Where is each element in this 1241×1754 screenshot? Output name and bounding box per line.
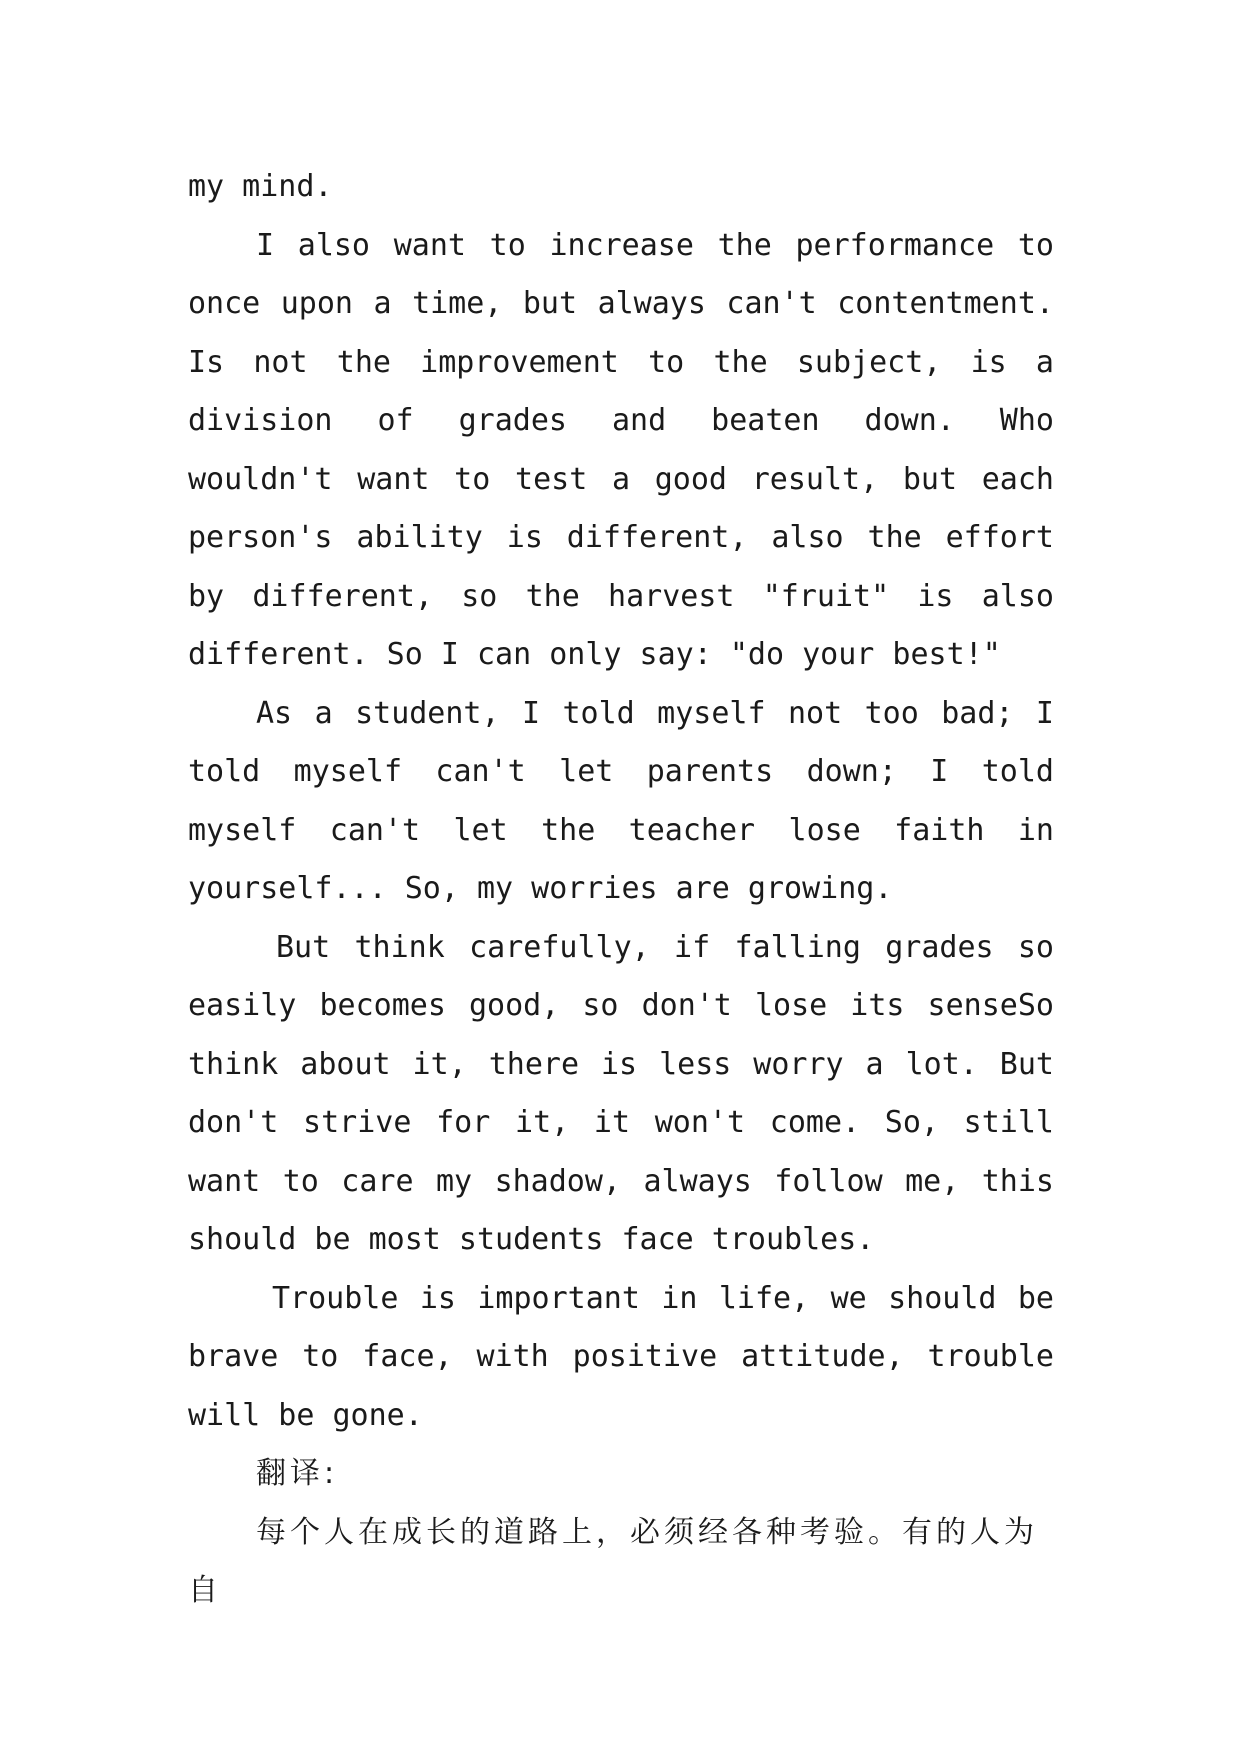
paragraph-trouble: Trouble is important in life, we should be brave to face, with positive attitude, trouble will be gone.: [188, 1280, 1054, 1433]
paragraph-student: As a student, I told myself not too bad; I told myself can't let parents down; I told myself can't let the teacher lose faith in yourself... So, my worries are growing.: [188, 695, 1054, 906]
paragraph-performance: I also want to increase the performance to once upon a time, but always can't contentment. Is not the improvement to the subject, is a division of grades and beaten down. Who wouldn't want to test a good result, but each person's ability is different, also the effort by different, so the harvest "fruit" is also different. So I can only say: "do your best!": [188, 227, 1054, 672]
paragraph-continuation: my mind.: [188, 169, 333, 204]
document-body: [188, 158, 1054, 1621]
translation-paragraph: 每个人在成长的道路上，必须经各种考验。有的人为自: [188, 1514, 1038, 1608]
translation-heading: 翻译:: [256, 1456, 339, 1491]
paragraph-think-carefully: But think carefully, if falling grades so easily becomes good, so don't lose its senseSo think about it, there is less worry a lot. But don't strive for it, it won't come. So, still want to care my shadow, always follow me, this should be most students face troubles.: [188, 929, 1054, 1257]
